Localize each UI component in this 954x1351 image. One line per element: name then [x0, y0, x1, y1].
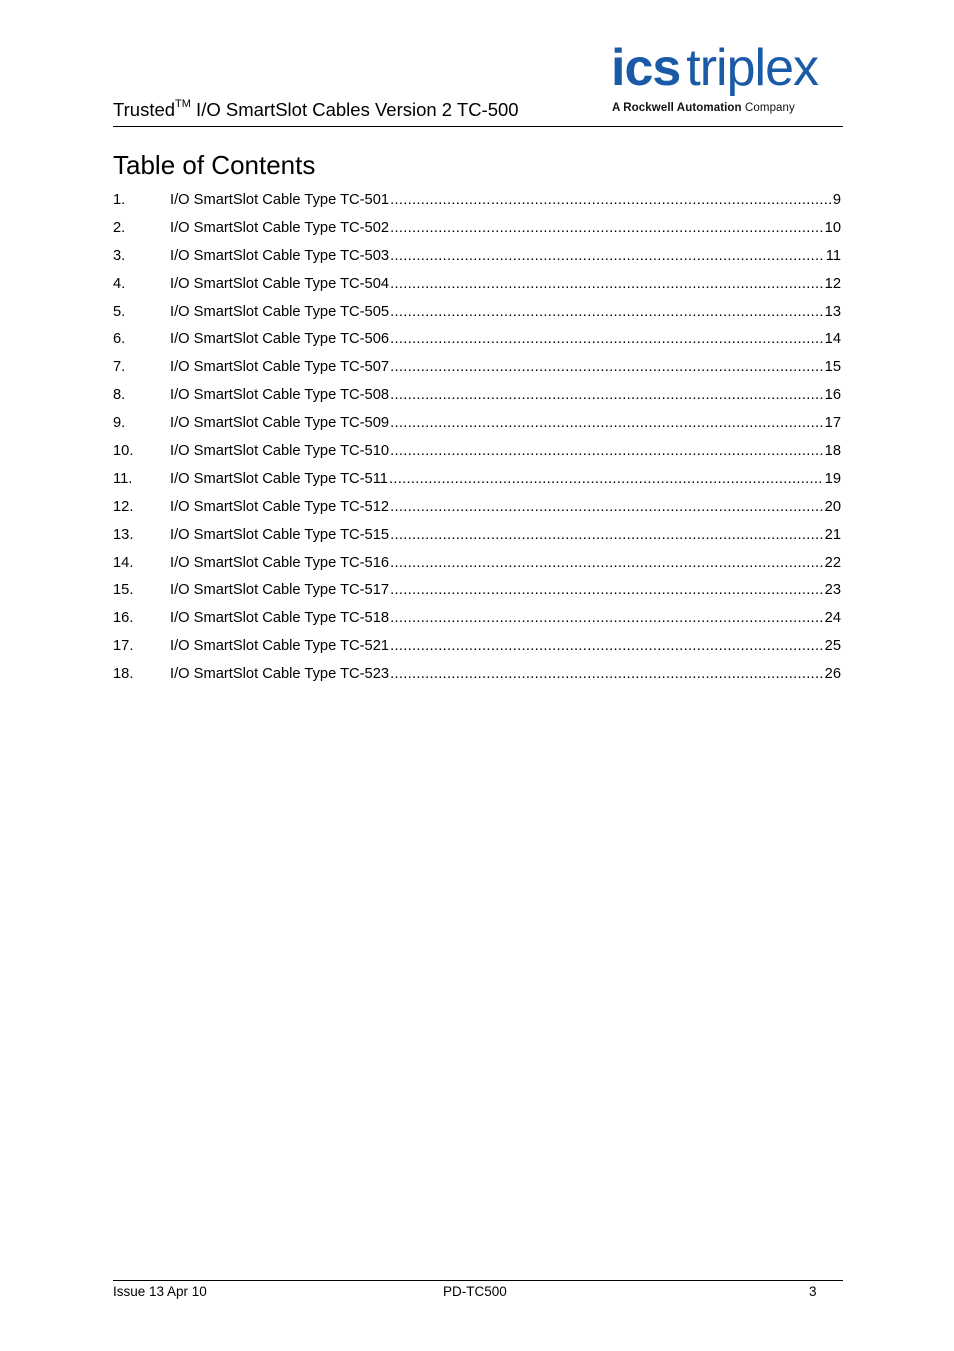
toc-entry-line — [170, 442, 841, 460]
trademark-superscript: TM — [175, 98, 191, 110]
toc-dot-leader — [390, 247, 825, 265]
toc-entry-line — [170, 581, 841, 599]
toc-entry-number: 1. — [113, 192, 126, 208]
title-suffix: I/O SmartSlot Cables Version 2 TC-500 — [190, 99, 519, 120]
toc-entry-line — [170, 470, 841, 488]
toc-dot-leader — [390, 609, 824, 627]
toc-entry[interactable] — [113, 358, 841, 386]
toc-entry-label: I/O SmartSlot Cable Type TC-501 — [170, 192, 390, 208]
toc-entry-label: I/O SmartSlot Cable Type TC-509 — [170, 415, 390, 432]
toc-dot-leader — [390, 386, 824, 404]
toc-entry-line — [170, 330, 841, 348]
toc-entry-number: 12. — [113, 498, 134, 515]
toc-dot-leader — [390, 637, 824, 655]
toc-entry-page: 23 — [824, 582, 841, 599]
toc-entry-label: I/O SmartSlot Cable Type TC-523 — [170, 666, 390, 683]
toc-dot-leader — [390, 498, 824, 516]
toc-entry[interactable] — [113, 219, 841, 247]
toc-entry-number: 9. — [113, 415, 126, 432]
toc-entry[interactable] — [113, 470, 841, 498]
toc-dot-leader — [390, 191, 832, 209]
toc-entry[interactable] — [113, 526, 841, 554]
toc-dot-leader — [390, 330, 824, 348]
toc-entry-number: 8. — [113, 387, 126, 404]
toc-entry-page: 12 — [824, 275, 841, 292]
toc-entry-page: 13 — [824, 303, 841, 320]
toc-dot-leader — [390, 581, 824, 599]
toc-entry[interactable] — [113, 386, 841, 414]
footer-document-id: PD-TC500 — [443, 1284, 507, 1299]
toc-entry-label: I/O SmartSlot Cable Type TC-505 — [170, 303, 390, 320]
toc-entry[interactable] — [113, 498, 841, 526]
footer-page-number: 3 — [809, 1284, 817, 1299]
footer-divider — [113, 1280, 843, 1281]
logo-wordmark — [611, 40, 818, 96]
toc-entry-line — [170, 275, 841, 293]
toc-entry-number: 2. — [113, 219, 126, 236]
toc-entry-page: 16 — [824, 387, 841, 404]
toc-entry-page: 9 — [832, 192, 841, 208]
toc-entry-line — [170, 386, 841, 404]
toc-entry[interactable] — [113, 247, 841, 275]
document-title — [113, 99, 519, 121]
toc-dot-leader — [390, 665, 824, 683]
toc-entry-number: 11. — [113, 470, 133, 487]
toc-dot-leader — [390, 442, 824, 460]
toc-dot-leader — [390, 526, 824, 544]
toc-entry-page: 15 — [824, 359, 841, 376]
toc-entry-label: I/O SmartSlot Cable Type TC-518 — [170, 610, 390, 627]
toc-entry-page: 11 — [825, 247, 841, 264]
toc-entry-label: I/O SmartSlot Cable Type TC-510 — [170, 443, 390, 460]
toc-dot-leader — [390, 219, 824, 237]
toc-entry[interactable] — [113, 665, 841, 693]
title-prefix: Trusted — [113, 99, 176, 120]
toc-dot-leader — [390, 275, 824, 293]
toc-entry-line — [170, 554, 841, 572]
toc-entry-page: 26 — [824, 666, 841, 683]
toc-entry-number: 14. — [113, 554, 134, 571]
toc-entry-number: 5. — [113, 303, 126, 320]
ics-triplex-logo — [611, 40, 843, 120]
toc-entry-number: 7. — [113, 359, 126, 376]
footer-issue: Issue 13 Apr 10 — [113, 1284, 207, 1299]
toc-entry-number: 4. — [113, 275, 126, 292]
toc-entry-line — [170, 526, 841, 544]
toc-entry-label: I/O SmartSlot Cable Type TC-502 — [170, 219, 390, 236]
toc-entry[interactable] — [113, 554, 841, 582]
toc-entry-line — [170, 498, 841, 516]
toc-entry[interactable] — [113, 330, 841, 358]
toc-entry-label: I/O SmartSlot Cable Type TC-517 — [170, 582, 390, 599]
toc-entry-page: 18 — [824, 443, 841, 460]
toc-heading: Table of Contents — [113, 150, 316, 180]
toc-entry[interactable] — [113, 275, 841, 303]
toc-entry-label: I/O SmartSlot Cable Type TC-508 — [170, 387, 390, 404]
toc-entry-label: I/O SmartSlot Cable Type TC-504 — [170, 275, 390, 292]
toc-entry-line — [170, 247, 841, 265]
toc-entry-page: 14 — [824, 331, 841, 348]
toc-entry-label: I/O SmartSlot Cable Type TC-511 — [170, 470, 388, 487]
toc-entry[interactable] — [113, 191, 841, 219]
toc-entry-label: I/O SmartSlot Cable Type TC-512 — [170, 498, 390, 515]
toc-entry-line — [170, 191, 841, 209]
toc-entry-page: 19 — [824, 470, 841, 487]
toc-entry[interactable] — [113, 303, 841, 331]
table-of-contents — [113, 191, 841, 693]
toc-dot-leader — [390, 303, 824, 321]
toc-entry-number: 17. — [113, 638, 134, 655]
header-divider — [113, 126, 843, 127]
toc-entry-label: I/O SmartSlot Cable Type TC-515 — [170, 526, 390, 543]
toc-entry-line — [170, 303, 841, 321]
toc-dot-leader — [390, 554, 824, 572]
toc-entry-number: 3. — [113, 247, 126, 264]
logo-brand-light: triplex — [686, 39, 819, 97]
toc-entry-page: 20 — [824, 498, 841, 515]
toc-entry-page: 21 — [824, 526, 841, 543]
logo-tagline-regular: Company — [741, 102, 795, 114]
toc-entry-line — [170, 414, 841, 432]
logo-brand-bold: ics — [611, 39, 681, 97]
toc-entry-number: 15. — [113, 582, 134, 599]
toc-entry[interactable] — [113, 637, 841, 665]
toc-entry-label: I/O SmartSlot Cable Type TC-506 — [170, 331, 390, 348]
toc-entry-number: 13. — [113, 526, 134, 543]
toc-entry[interactable] — [113, 581, 841, 609]
toc-entry-page: 10 — [824, 219, 841, 236]
toc-entry-number: 16. — [113, 610, 134, 627]
toc-entry[interactable] — [113, 414, 841, 442]
toc-dot-leader — [389, 470, 824, 488]
toc-entry-label: I/O SmartSlot Cable Type TC-507 — [170, 359, 390, 376]
toc-entry-page: 17 — [824, 415, 841, 432]
toc-dot-leader — [390, 358, 824, 376]
toc-entry-line — [170, 637, 841, 655]
toc-entry-label: I/O SmartSlot Cable Type TC-521 — [170, 638, 390, 655]
toc-entry-number: 18. — [113, 666, 134, 683]
toc-entry-line — [170, 219, 841, 237]
toc-entry-line — [170, 358, 841, 376]
toc-entry[interactable] — [113, 442, 841, 470]
logo-tagline-bold: A Rockwell Automation — [612, 102, 742, 114]
toc-entry-line — [170, 665, 841, 683]
toc-entry-page: 22 — [824, 554, 841, 571]
toc-dot-leader — [390, 414, 824, 432]
logo-tagline — [612, 102, 795, 114]
toc-entry-page: 24 — [824, 610, 841, 627]
toc-entry-number: 10. — [113, 443, 134, 460]
toc-entry-number: 6. — [113, 331, 126, 348]
toc-entry-label: I/O SmartSlot Cable Type TC-503 — [170, 247, 390, 264]
toc-entry-label: I/O SmartSlot Cable Type TC-516 — [170, 554, 390, 571]
toc-entry[interactable] — [113, 609, 841, 637]
toc-entry-line — [170, 609, 841, 627]
toc-entry-page: 25 — [824, 638, 841, 655]
